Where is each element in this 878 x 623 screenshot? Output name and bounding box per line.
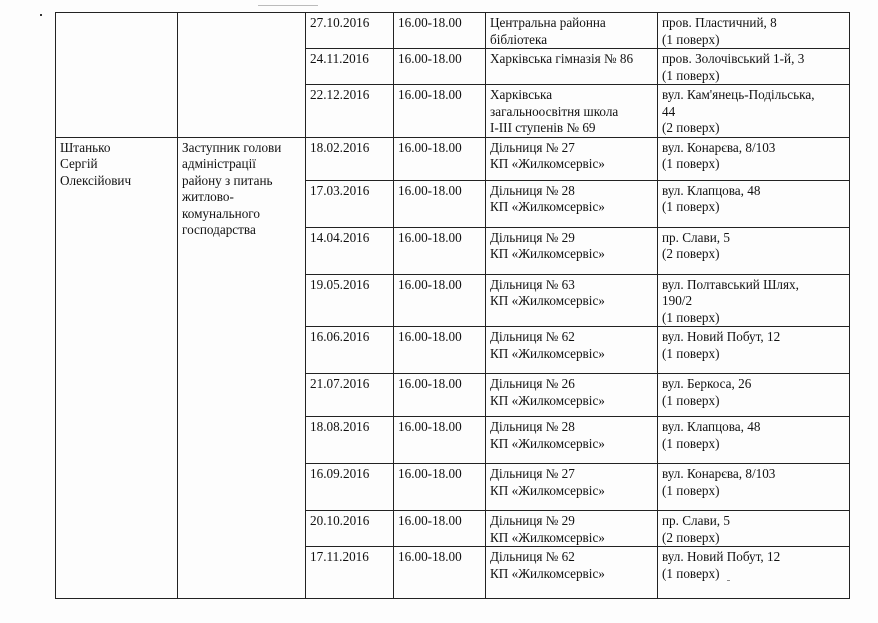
address-cell: вул. Полтавський Шлях, 190/2 (1 поверх) [658, 274, 850, 327]
address-cell: вул. Беркоса, 26 (1 поверх) [658, 374, 850, 417]
address-cell: вул. Конарєва, 8/103 (1 поверх) [658, 464, 850, 511]
scan-dot [40, 14, 42, 16]
address-cell: пр. Слави, 5 (2 поверх) [658, 511, 850, 547]
date-cell: 20.10.2016 [306, 511, 394, 547]
date-cell: 16.06.2016 [306, 327, 394, 374]
date-cell: 18.02.2016 [306, 137, 394, 180]
table-row [56, 13, 850, 49]
address-cell: пров. Пластичний, 8 (1 поверх) [658, 13, 850, 49]
address-cell: вул. Новий Побут, 12 (1 поверх) [658, 327, 850, 374]
place-cell: Дільниця № 27 КП «Жилкомсервіс» [486, 464, 658, 511]
address-cell: вул. Клапцова, 48 (1 поверх) [658, 417, 850, 464]
date-cell: 24.11.2016 [306, 49, 394, 85]
place-cell: Харківська гімназія № 86 [486, 49, 658, 85]
date-cell: 17.11.2016 [306, 547, 394, 599]
place-cell: Дільниця № 29 КП «Жилкомсервіс» [486, 227, 658, 274]
place-cell: Дільниця № 62 КП «Жилкомсервіс» [486, 547, 658, 599]
address-cell: вул. Кам'янець-Подільська, 44 (2 поверх) [658, 85, 850, 138]
scan-speck [258, 5, 318, 6]
address-cell: вул. Конарєва, 8/103 (1 поверх) [658, 137, 850, 180]
prev-person-cell [56, 13, 178, 138]
time-cell: 16.00-18.00 [394, 137, 486, 180]
date-cell: 17.03.2016 [306, 180, 394, 227]
place-cell: Дільниця № 28 КП «Жилкомсервіс» [486, 417, 658, 464]
address-cell: вул. Клапцова, 48 (1 поверх) [658, 180, 850, 227]
date-cell: 19.05.2016 [306, 274, 394, 327]
time-cell: 16.00-18.00 [394, 85, 486, 138]
time-cell: 16.00-18.00 [394, 511, 486, 547]
place-cell: Дільниця № 28 КП «Жилкомсервіс» [486, 180, 658, 227]
place-cell: Дільниця № 62 КП «Жилкомсервіс» [486, 327, 658, 374]
scan-speck [727, 580, 730, 581]
time-cell: 16.00-18.00 [394, 374, 486, 417]
time-cell: 16.00-18.00 [394, 327, 486, 374]
prev-position-cell [178, 13, 306, 138]
place-cell: Дільниця № 26 КП «Жилкомсервіс» [486, 374, 658, 417]
reception-schedule-table [55, 12, 850, 599]
address-cell: вул. Новий Побут, 12 (1 поверх) [658, 547, 850, 599]
place-cell: Дільниця № 29 КП «Жилкомсервіс» [486, 511, 658, 547]
time-cell: 16.00-18.00 [394, 180, 486, 227]
place-cell: Дільниця № 63 КП «Жилкомсервіс» [486, 274, 658, 327]
time-cell: 16.00-18.00 [394, 464, 486, 511]
date-cell: 22.12.2016 [306, 85, 394, 138]
date-cell: 16.09.2016 [306, 464, 394, 511]
place-cell: Харківська загальноосвітня школа І-ІІІ ступенів № 69 [486, 85, 658, 138]
place-cell: Центральна районна бібліотека [486, 13, 658, 49]
place-cell: Дільниця № 27 КП «Жилкомсервіс» [486, 137, 658, 180]
table-row [56, 137, 850, 180]
official-name-cell: Штанько Сергій Олексійович [56, 137, 178, 599]
date-cell: 21.07.2016 [306, 374, 394, 417]
time-cell: 16.00-18.00 [394, 417, 486, 464]
address-cell: пров. Золочівський 1-й, 3 (1 поверх) [658, 49, 850, 85]
time-cell: 16.00-18.00 [394, 49, 486, 85]
time-cell: 16.00-18.00 [394, 13, 486, 49]
time-cell: 16.00-18.00 [394, 227, 486, 274]
date-cell: 27.10.2016 [306, 13, 394, 49]
official-position-cell: Заступник голови адміністрації району з питань житлово- комунального господарства [178, 137, 306, 599]
time-cell: 16.00-18.00 [394, 274, 486, 327]
time-cell: 16.00-18.00 [394, 547, 486, 599]
date-cell: 14.04.2016 [306, 227, 394, 274]
date-cell: 18.08.2016 [306, 417, 394, 464]
address-cell: пр. Слави, 5 (2 поверх) [658, 227, 850, 274]
